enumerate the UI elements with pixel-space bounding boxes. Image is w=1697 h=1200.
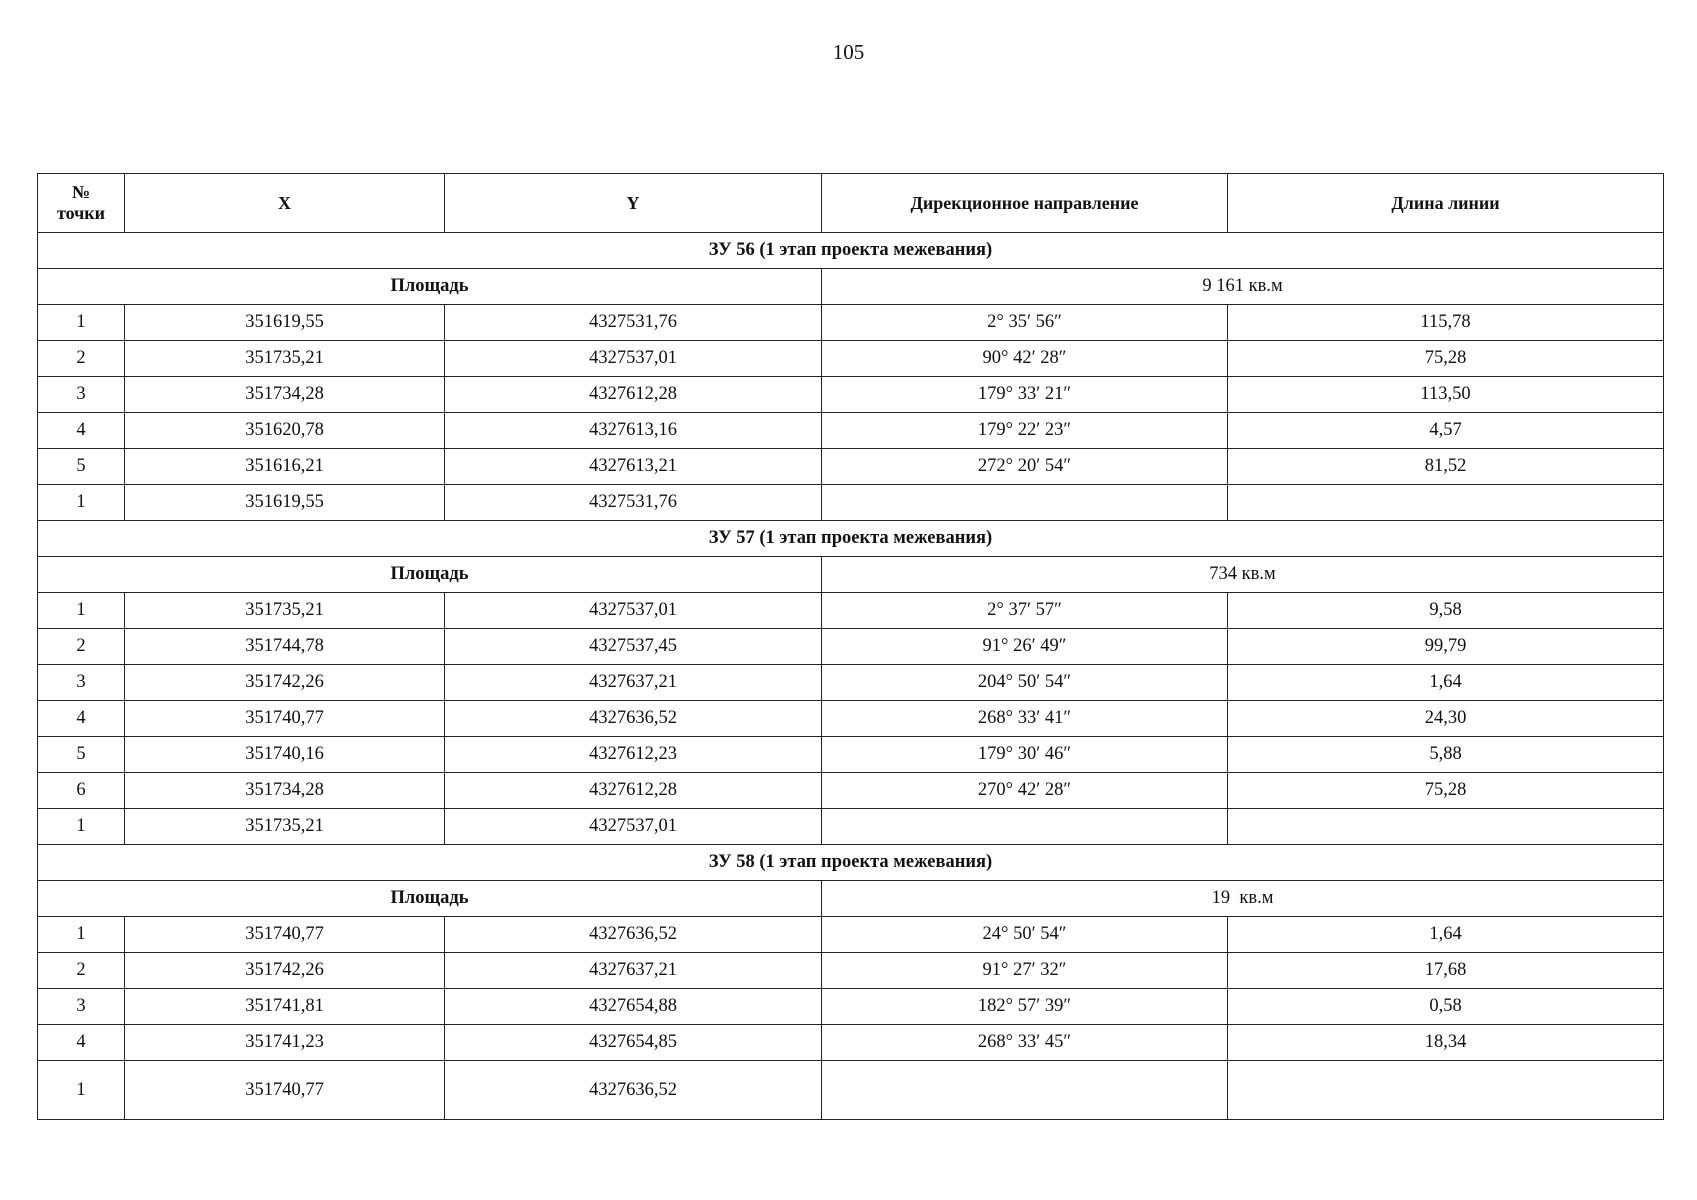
point-number-cell: 5: [38, 737, 125, 773]
y-coordinate-cell: 4327612,28: [445, 773, 822, 809]
x-coordinate-cell: 351734,28: [125, 377, 445, 413]
direction-cell: 179° 33′ 21″: [822, 377, 1228, 413]
point-number-cell: 1: [38, 485, 125, 521]
header-point-number-line1: №: [71, 182, 91, 202]
line-length-cell: 1,64: [1228, 665, 1664, 701]
direction-cell: 182° 57′ 39″: [822, 989, 1228, 1025]
y-coordinate-cell: 4327637,21: [445, 665, 822, 701]
table-row: [38, 629, 1664, 665]
table-row: [38, 665, 1664, 701]
y-coordinate-cell: 4327537,01: [445, 341, 822, 377]
line-length-cell: 75,28: [1228, 773, 1664, 809]
x-coordinate-cell: 351740,16: [125, 737, 445, 773]
direction-cell: 268° 33′ 41″: [822, 701, 1228, 737]
point-number-cell: 3: [38, 989, 125, 1025]
area-value: 9 161 кв.м: [822, 269, 1664, 305]
point-number-cell: 1: [38, 917, 125, 953]
x-coordinate-cell: 351740,77: [125, 917, 445, 953]
point-number-cell: 6: [38, 773, 125, 809]
point-number-cell: 2: [38, 629, 125, 665]
line-length-cell: 4,57: [1228, 413, 1664, 449]
table-row: [38, 737, 1664, 773]
x-coordinate-cell: 351734,28: [125, 773, 445, 809]
line-length-cell: [1228, 809, 1664, 845]
point-number-cell: 2: [38, 341, 125, 377]
area-label: Площадь: [38, 269, 822, 305]
section-title-row: [38, 845, 1664, 881]
direction-cell: [822, 1061, 1228, 1120]
header-point-number: [38, 174, 125, 233]
point-number-cell: 1: [38, 1061, 125, 1120]
line-length-cell: 18,34: [1228, 1025, 1664, 1061]
x-coordinate-cell: 351620,78: [125, 413, 445, 449]
point-number-cell: 4: [38, 701, 125, 737]
page-number: 105: [832, 40, 865, 64]
section-area-row: [38, 557, 1664, 593]
line-length-cell: 113,50: [1228, 377, 1664, 413]
direction-cell: 272° 20′ 54″: [822, 449, 1228, 485]
x-coordinate-cell: 351744,78: [125, 629, 445, 665]
table-row: [38, 1025, 1664, 1061]
direction-cell: 90° 42′ 28″: [822, 341, 1228, 377]
direction-cell: [822, 809, 1228, 845]
section-title-row: [38, 521, 1664, 557]
table-row: [38, 809, 1664, 845]
line-length-cell: 0,58: [1228, 989, 1664, 1025]
table-row: [38, 953, 1664, 989]
table-row: [38, 773, 1664, 809]
table-row: [38, 485, 1664, 521]
line-length-cell: 17,68: [1228, 953, 1664, 989]
y-coordinate-cell: 4327612,28: [445, 377, 822, 413]
y-coordinate-cell: 4327654,88: [445, 989, 822, 1025]
point-number-cell: 1: [38, 593, 125, 629]
line-length-cell: [1228, 1061, 1664, 1120]
x-coordinate-cell: 351616,21: [125, 449, 445, 485]
area-label: Площадь: [38, 557, 822, 593]
direction-cell: 2° 37′ 57″: [822, 593, 1228, 629]
line-length-cell: 81,52: [1228, 449, 1664, 485]
table-row: [38, 701, 1664, 737]
x-coordinate-cell: 351735,21: [125, 809, 445, 845]
y-coordinate-cell: 4327531,76: [445, 485, 822, 521]
table-row: [38, 341, 1664, 377]
line-length-cell: 99,79: [1228, 629, 1664, 665]
x-coordinate-cell: 351740,77: [125, 701, 445, 737]
y-coordinate-cell: 4327531,76: [445, 305, 822, 341]
direction-cell: 2° 35′ 56″: [822, 305, 1228, 341]
line-length-cell: 9,58: [1228, 593, 1664, 629]
area-value: 19 кв.м: [822, 881, 1664, 917]
coordinates-table: [37, 173, 1664, 1120]
section-title: ЗУ 56 (1 этап проекта межевания): [38, 233, 1664, 269]
direction-cell: 270° 42′ 28″: [822, 773, 1228, 809]
table-row: [38, 989, 1664, 1025]
direction-cell: 179° 22′ 23″: [822, 413, 1228, 449]
section-title: ЗУ 58 (1 этап проекта межевания): [38, 845, 1664, 881]
y-coordinate-cell: 4327636,52: [445, 701, 822, 737]
line-length-cell: 1,64: [1228, 917, 1664, 953]
direction-cell: 268° 33′ 45″: [822, 1025, 1228, 1061]
line-length-cell: 24,30: [1228, 701, 1664, 737]
y-coordinate-cell: 4327537,45: [445, 629, 822, 665]
table-row: [38, 305, 1664, 341]
point-number-cell: 4: [38, 1025, 125, 1061]
x-coordinate-cell: 351742,26: [125, 665, 445, 701]
y-coordinate-cell: 4327537,01: [445, 593, 822, 629]
x-coordinate-cell: 351741,81: [125, 989, 445, 1025]
x-coordinate-cell: 351742,26: [125, 953, 445, 989]
table-row: [38, 593, 1664, 629]
direction-cell: 24° 50′ 54″: [822, 917, 1228, 953]
direction-cell: 204° 50′ 54″: [822, 665, 1228, 701]
header-direction: Дирекционное направление: [822, 174, 1228, 233]
header-x: X: [125, 174, 445, 233]
point-number-cell: 1: [38, 305, 125, 341]
line-length-cell: 75,28: [1228, 341, 1664, 377]
direction-cell: 179° 30′ 46″: [822, 737, 1228, 773]
x-coordinate-cell: 351741,23: [125, 1025, 445, 1061]
point-number-cell: 2: [38, 953, 125, 989]
y-coordinate-cell: 4327613,16: [445, 413, 822, 449]
point-number-cell: 4: [38, 413, 125, 449]
line-length-cell: 115,78: [1228, 305, 1664, 341]
table-header-row: [38, 174, 1664, 233]
section-area-row: [38, 881, 1664, 917]
y-coordinate-cell: 4327637,21: [445, 953, 822, 989]
section-title-row: [38, 233, 1664, 269]
x-coordinate-cell: 351619,55: [125, 485, 445, 521]
direction-cell: 91° 27′ 32″: [822, 953, 1228, 989]
line-length-cell: 5,88: [1228, 737, 1664, 773]
area-value: 734 кв.м: [822, 557, 1664, 593]
section-area-row: [38, 269, 1664, 305]
table-row: [38, 1061, 1664, 1120]
y-coordinate-cell: 4327537,01: [445, 809, 822, 845]
header-point-number-line2: точки: [56, 203, 106, 223]
x-coordinate-cell: 351735,21: [125, 593, 445, 629]
y-coordinate-cell: 4327654,85: [445, 1025, 822, 1061]
section-title: ЗУ 57 (1 этап проекта межевания): [38, 521, 1664, 557]
y-coordinate-cell: 4327612,23: [445, 737, 822, 773]
header-length: Длина линии: [1228, 174, 1664, 233]
y-coordinate-cell: 4327636,52: [445, 917, 822, 953]
y-coordinate-cell: 4327613,21: [445, 449, 822, 485]
x-coordinate-cell: 351619,55: [125, 305, 445, 341]
point-number-cell: 3: [38, 665, 125, 701]
direction-cell: 91° 26′ 49″: [822, 629, 1228, 665]
table-row: [38, 377, 1664, 413]
table-row: [38, 917, 1664, 953]
x-coordinate-cell: 351740,77: [125, 1061, 445, 1120]
x-coordinate-cell: 351735,21: [125, 341, 445, 377]
line-length-cell: [1228, 485, 1664, 521]
y-coordinate-cell: 4327636,52: [445, 1061, 822, 1120]
point-number-cell: 3: [38, 377, 125, 413]
header-y: Y: [445, 174, 822, 233]
table-row: [38, 449, 1664, 485]
direction-cell: [822, 485, 1228, 521]
area-label: Площадь: [38, 881, 822, 917]
table-body: [38, 233, 1664, 1120]
point-number-cell: 1: [38, 809, 125, 845]
table-row: [38, 413, 1664, 449]
point-number-cell: 5: [38, 449, 125, 485]
